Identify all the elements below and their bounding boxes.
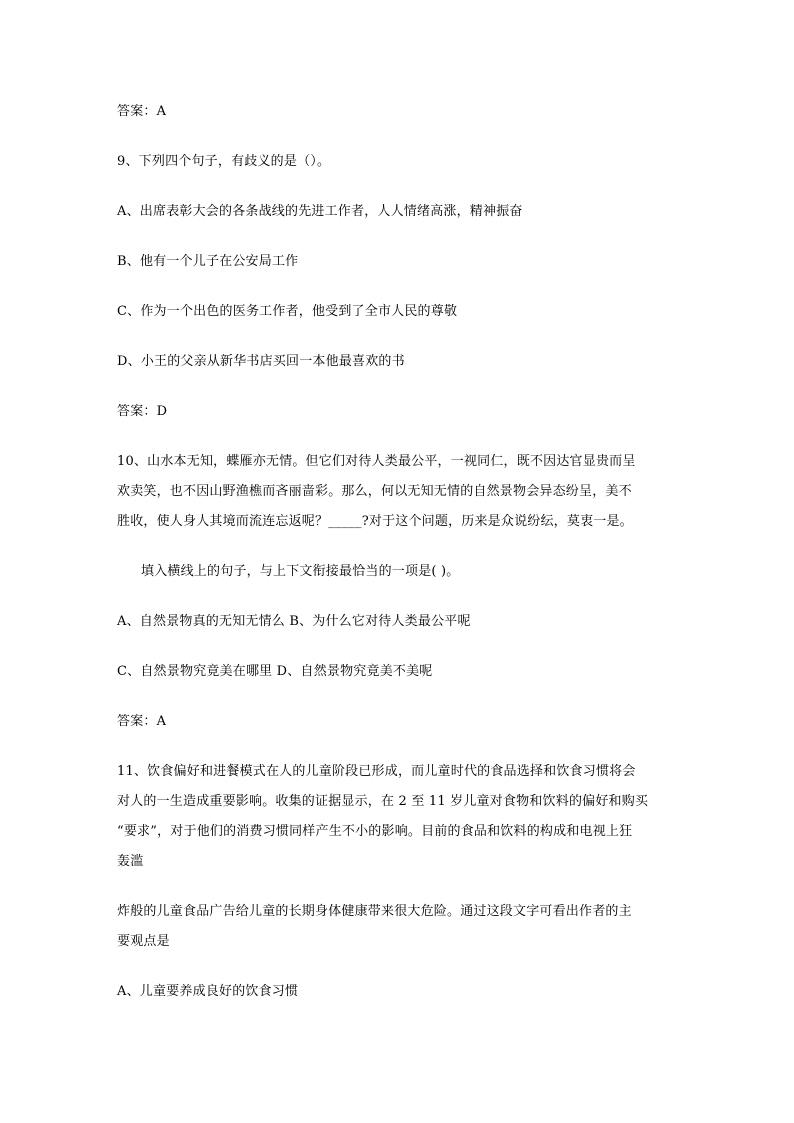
question-10-options-ab: A、自然景物真的无知无情么 B、为什么它对待人类最公平呢	[117, 614, 471, 629]
question-11-option-a: A、儿童要养成良好的饮食习惯	[117, 984, 299, 999]
question-10-options-cd: C、自然景物究竟美在哪里 D、自然景物究竟美不美呢	[117, 664, 433, 679]
question-9-option-c: C、作为一个出色的医务工作者，他受到了全市人民的尊敬	[117, 304, 458, 319]
question-10-prompt: 填入横线上的句子，与上下文衔接最恰当的一项是( )。	[141, 564, 460, 579]
question-9-option-a: A、出席表彰大会的各条战线的先进工作者，人人情绪高涨，精神振奋	[117, 204, 523, 219]
answer-10: 答案：A	[117, 714, 167, 729]
question-9-option-d: D、小王的父亲从新华书店买回一本他最喜欢的书	[117, 354, 405, 369]
question-11-line-3: “要求”，对于他们的消费习惯同样产生不小的影响。目前的食品和饮料的构成和电视上狂	[117, 824, 633, 839]
answer-9: 答案：D	[117, 404, 168, 419]
question-11-line-2: 对人的一生造成重要影响。收集的证据显示，在 2 至 11 岁儿童对食物和饮料的偏好和购买	[117, 794, 649, 809]
question-11-line-5: 炸般的儿童食品广告给儿童的长期身体健康带来很大危险。通过这段文字可看出作者的主	[117, 904, 632, 919]
question-9-option-b: B、他有一个儿子在公安局工作	[117, 254, 299, 269]
question-11-line-6: 要观点是	[117, 934, 170, 949]
question-10-line-2: 欢卖笑，也不因山野渔樵而吝丽啬彩。那么，何以无知无情的自然景物会异态纷呈，美不	[117, 484, 632, 499]
question-10-line-3: 胜收，使人身人其境而流连忘返呢？_____?对于这个问题，历来是众说纷纭，莫衷一是。	[117, 514, 633, 529]
answer-8: 答案：A	[117, 104, 167, 119]
question-9: 9、下列四个句子，有歧义的是（）。	[117, 154, 331, 169]
question-10-line-1: 10、山水本无知，蝶雁亦无情。但它们对待人类最公平，一视同仁，既不因达官显贵而呈	[117, 454, 636, 469]
question-11-line-1: 11、饮食偏好和进餐模式在人的儿童阶段已形成，而儿童时代的食品选择和饮食习惯将会	[117, 764, 636, 779]
question-11-line-4: 轰滥	[117, 854, 144, 869]
